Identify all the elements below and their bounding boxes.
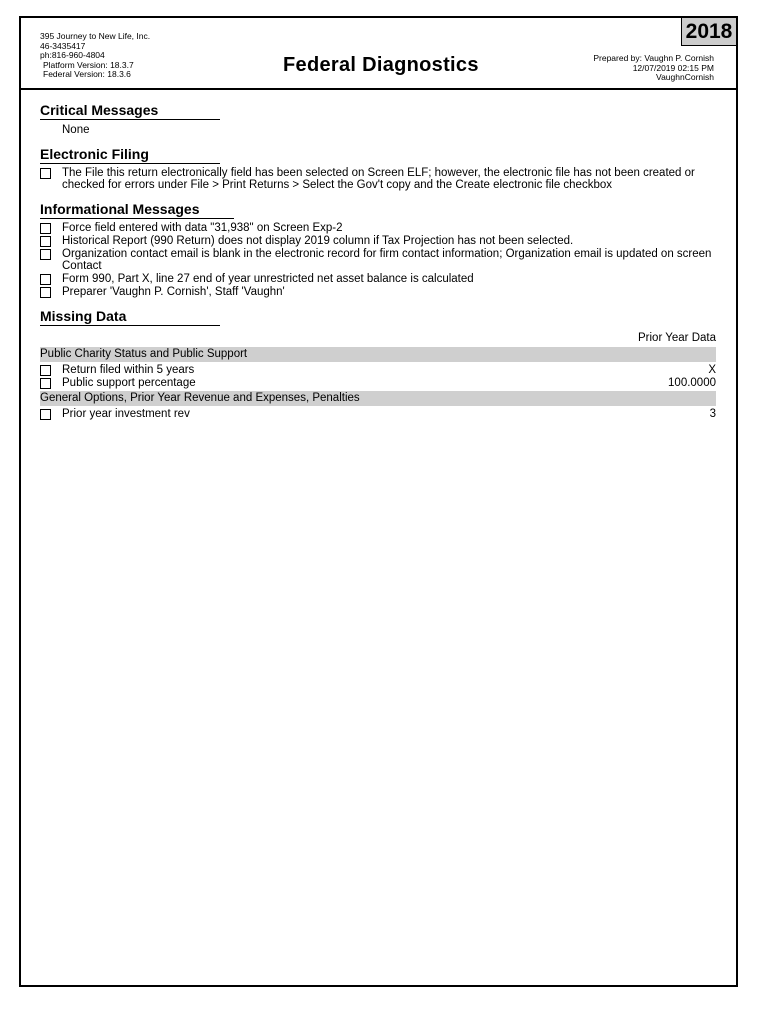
checkbox[interactable] — [40, 168, 51, 179]
message-text: Organization contact email is blank in the electronic record for firm contact information; Organization email is updated on screen Contact — [62, 248, 712, 272]
missing-data-section — [40, 308, 716, 420]
page-title: Federal Diagnostics — [283, 54, 479, 76]
platform-version: Platform Version: 18.3.7 — [43, 59, 134, 70]
checkbox[interactable] — [40, 287, 51, 298]
message-text: The File this return electronically field has been selected on Screen ELF; however, the electronic file has not been created or checked for errors under File > Print Returns > Select the Gov't copy and the Create electronic file checkbox — [62, 167, 695, 191]
checkbox[interactable] — [40, 274, 51, 285]
message-text: Form 990, Part X, line 27 end of year unrestricted net asset balance is calculated — [62, 273, 474, 285]
preparer-username: VaughnCornish — [656, 72, 714, 83]
prior-year-column-header: Prior Year Data — [638, 332, 716, 344]
message-text: Preparer 'Vaughn P. Cornish', Staff 'Vaughn' — [62, 286, 285, 298]
checkbox[interactable] — [40, 365, 51, 376]
row-label: Public support percentage — [62, 377, 196, 389]
federal-version: Federal Version: 18.3.6 — [43, 69, 131, 80]
row-label: Return filed within 5 years — [62, 364, 195, 376]
org-ein: 46-3435417 — [40, 40, 86, 51]
checkbox[interactable] — [40, 223, 51, 234]
group-header-public-charity: Public Charity Status and Public Support — [40, 347, 716, 362]
list-item — [40, 273, 716, 285]
row-value: X — [708, 364, 716, 376]
section-title: Electronic Filing — [40, 146, 220, 164]
table-row — [40, 364, 716, 376]
row-value: 3 — [709, 408, 716, 420]
list-item — [40, 235, 716, 247]
checkbox[interactable] — [40, 409, 51, 420]
page-header — [21, 18, 736, 90]
prepared-by: Prepared by: Vaughn P. Cornish — [593, 53, 714, 63]
org-info — [40, 32, 150, 80]
prepared-datetime: 12/07/2019 02:15 PM — [632, 62, 714, 73]
list-item — [40, 167, 716, 191]
electronic-filing-section — [40, 146, 716, 191]
checkbox[interactable] — [40, 378, 51, 389]
list-item — [40, 286, 716, 298]
informational-messages-section — [40, 201, 716, 298]
message-text: Historical Report (990 Return) does not display 2019 column if Tax Projection has not been selected. — [62, 235, 574, 247]
section-title: Missing Data — [40, 308, 220, 326]
message-text: Force field entered with data "31,938" on Screen Exp-2 — [62, 222, 343, 234]
diagnostics-page — [19, 16, 738, 987]
checkbox[interactable] — [40, 236, 51, 247]
table-row — [40, 408, 716, 420]
critical-none-text: None — [62, 124, 90, 136]
section-title: Critical Messages — [40, 102, 220, 120]
diagnostics-body — [40, 102, 716, 430]
row-label: Prior year investment rev — [62, 408, 190, 420]
list-item — [40, 222, 716, 234]
org-phone: ph:816-960-4804 — [40, 50, 105, 61]
row-value: 100.0000 — [668, 377, 716, 389]
org-name: 395 Journey to New Life, Inc. — [40, 31, 151, 41]
group-header-general-options: General Options, Prior Year Revenue and Expenses, Penalties — [40, 391, 716, 406]
list-item — [40, 248, 716, 272]
critical-messages-section — [40, 102, 716, 136]
section-title: Informational Messages — [40, 201, 234, 219]
checkbox[interactable] — [40, 249, 51, 260]
tax-year-badge: 2018 — [681, 18, 736, 46]
preparer-info — [593, 54, 714, 83]
table-row — [40, 377, 716, 389]
